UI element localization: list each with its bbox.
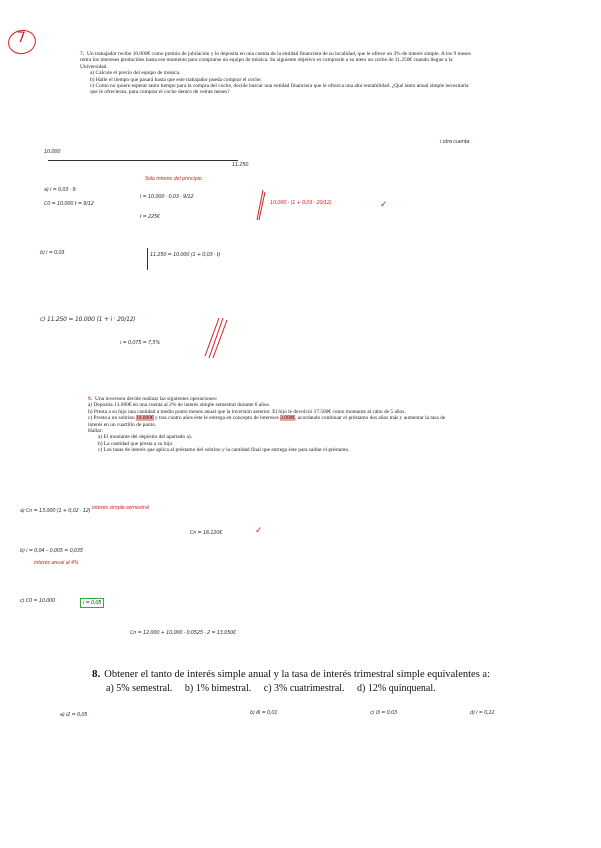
question-7 xyxy=(80,51,472,96)
work-8c: c) i3 = 0,03 xyxy=(370,710,397,716)
work-a-3: I = 10.000 · 0,03 · 9/12 xyxy=(140,194,194,200)
question-8-text: 8. Obtener el tanto de interés simple anual y la tasa de interés trimestral simple equivalentes a: xyxy=(92,668,490,680)
option-c: c) 3% cuatrimestral. xyxy=(263,683,345,694)
question-8-number: 8. xyxy=(92,668,101,680)
work-b-1: b) i = 0,03 xyxy=(40,250,65,256)
work-c-result: i = 0,075 = 7,5% xyxy=(120,340,160,346)
highlight-10000: 10.000€ xyxy=(136,415,154,422)
check-9a: ✓ xyxy=(255,526,263,536)
question-9-number: 9. xyxy=(88,396,93,402)
question-9-line-c: c) Presta a un sobrino 10.000€ y tras cuatro años éste le entrega en concepto de intereses 2.000€, acordando continuar el préstamo dos años más y aumentar la tasa de interés en un cuartillo de punto. xyxy=(88,415,446,428)
question-7-part-c: c) Como no quiere esperar tanto tiempo para la compra del coche, decide buscar una entidad financiera que le ofrezca una alta rentabilidad. ¿Qué tanto anual simple necesitaría que le ofrecieran, para comprar el coche dentro de veinte meses? xyxy=(90,83,469,96)
note-top-right: i otra cuenta xyxy=(440,139,470,145)
question-9-part-a: a) El montante del depósito del apartado a). xyxy=(98,434,193,441)
work-9c: c) C0 = 10.000 xyxy=(20,598,56,604)
note-9b-red: interés anual al 4% xyxy=(34,560,79,566)
work-a-result: I = 225€ xyxy=(140,214,160,220)
question-7-text: 7. Un trabajador recibe 10.000€ como premio de jubilación y lo deposita en una cuenta de la entidad financiera de su localidad, que le ofrece un 3% de interés simple. A los 9 meses retira los intereses producidos hasta ese momento para comprarse un equipo de música. Su siguiente objetivo es comprarle a su nieto un coche de 11.250€ cuando llegue a la Universidad. xyxy=(80,51,471,70)
work-9a: a) Cn = 13.000 (1 + 0,02 · 12) xyxy=(20,508,91,514)
question-7-part-b: b) Halle el tiempo que pasará hasta que este trabajador pueda comprar el coche. xyxy=(90,76,262,83)
question-9-intro: 9. Una inversora decide realizar las siguientes operaciones: xyxy=(88,396,218,402)
work-8a: a) i2 = 0,05 xyxy=(60,712,88,718)
work-8b: b) i6 = 0,01 xyxy=(250,710,278,716)
note-a-red-2: 10.000 · (1 + 0,03 · 20/12) xyxy=(270,200,332,206)
work-8d: d) i = 0,12 xyxy=(470,710,495,716)
page-number: 7 xyxy=(17,30,26,46)
timeline-end: 11.250 xyxy=(232,162,249,168)
question-9-hallar: Hallar: xyxy=(88,428,103,435)
work-b-2: 11.250 = 10.000 (1 + 0,03 · t) xyxy=(150,252,221,258)
question-7-part-a: a) Calcule el precio del equipo de música. xyxy=(90,70,181,77)
question-9-line-b: b) Presta a su hijo una cantidad a medio punto menos anual que la inversión anterior. El hijo le devolvió 17.500€ como montante al cabo de 5 años. xyxy=(88,408,406,415)
work-9b: b) i = 0,04 – 0,005 = 0,035 xyxy=(20,548,83,554)
red-strike-a xyxy=(255,190,265,220)
option-b: b) 1% bimestral. xyxy=(184,683,252,694)
question-8 xyxy=(92,664,532,694)
timeline-line xyxy=(48,160,238,161)
work-c-1: c) 11.250 = 10.000 (1 + i · 20/12) xyxy=(40,316,136,323)
question-8-options xyxy=(92,683,532,694)
question-9-part-c: c) Los tasas de interés que aplica al préstamo del sobrino y la cantidad final que entrega éste para saldar el préstamo. xyxy=(98,447,350,454)
work-a-2: C0 = 10.000 t = 9/12 xyxy=(44,201,94,207)
work-a-1: a) i = 0,03 · 9 xyxy=(44,187,76,193)
option-d: d) 12% quinquenal. xyxy=(357,683,436,694)
question-9 xyxy=(88,396,458,454)
check-mark: ✓ xyxy=(380,200,388,210)
work-9c-box: i = 0,05 xyxy=(80,598,104,608)
timeline-start: 10.000 xyxy=(44,149,61,155)
question-7-number: 7. xyxy=(80,51,85,57)
note-9a-red: interés simple semestral xyxy=(92,505,149,511)
work-9a-2: Cn = 16.120€ xyxy=(190,530,223,536)
option-a: a) 5% semestral. xyxy=(106,683,173,694)
highlight-2000: 2.000€ xyxy=(280,415,296,422)
red-strike-c xyxy=(205,318,227,358)
work-b-bracket xyxy=(147,248,148,270)
note-a-red: Sólo interés del principio xyxy=(145,176,202,182)
question-9-part-b: b) La cantidad que presta a su hijo. xyxy=(98,440,174,447)
work-9c-result: Cn = 12.000 + 10.000 · 0,0525 · 2 = 13.050€ xyxy=(130,630,237,636)
question-9-line-a: a) Deposita 13.000€ en una cuenta al 2% de interés simple semestral durante 6 años. xyxy=(88,402,271,409)
